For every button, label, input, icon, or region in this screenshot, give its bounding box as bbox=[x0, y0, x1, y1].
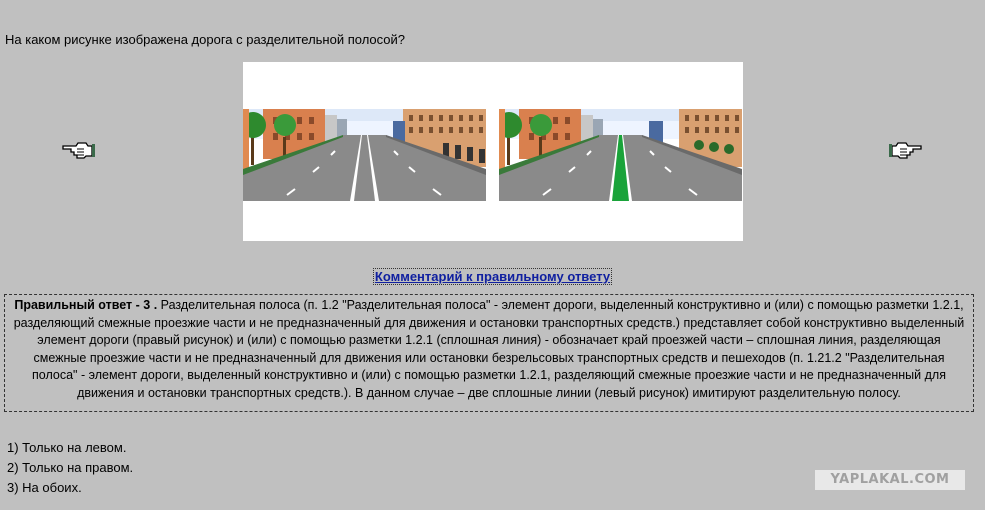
hand-pointing-left-icon[interactable] bbox=[62, 138, 96, 160]
hand-pointing-right-icon[interactable] bbox=[888, 138, 922, 160]
comment-link[interactable]: Комментарий к правильному ответу bbox=[374, 269, 611, 284]
explanation-text: Разделительная полоса (п. 1.2 "Разделительная полоса" - элемент дороги, выделенный конструктивно и (или) с помощью разметки 1.2.1, разделяющий смежные проезжие части и не предназначенный для движения и остановки транспортных средств.) представляет собой конструктивно выделенный элемент дороги (правый рисунок) и (или) с помощью разметки 1.2.1 (сплошная линия) - обозначает край проезжей части – сплошная линия, разделяющая смежные проезжие части и не предназначенный для движения или остановки безрельсовых транспортных средств и пешеходов (п. 1.21.2 "Разделительная полоса" - элемент дороги, выделенный конструктивно и (или) с помощью разметки 1.2.1, разделяющий смежные проезжие части и не предназначенный для движения и остановки транспортных средств.). В данном случае – две сплошные линии (левый рисунок) имитируют разделительную полосу. bbox=[13, 298, 965, 400]
road-images-panel bbox=[243, 62, 743, 241]
watermark: YAPLAKAL.COM bbox=[815, 470, 965, 490]
road-image-left bbox=[243, 109, 486, 201]
answer-options bbox=[7, 438, 133, 498]
answer-option[interactable]: 3) На обоих. bbox=[7, 480, 82, 495]
question-text: На каком рисунке изображена дорога с разделительной полосой? bbox=[5, 32, 406, 47]
correct-answer-heading: Правильный ответ - 3 . bbox=[14, 298, 158, 312]
answer-option[interactable]: 2) Только на правом. bbox=[7, 460, 134, 475]
comment-link-wrapper bbox=[0, 268, 985, 286]
answer-option[interactable]: 1) Только на левом. bbox=[7, 440, 127, 455]
explanation-box bbox=[4, 294, 974, 412]
road-image-right bbox=[499, 109, 742, 201]
